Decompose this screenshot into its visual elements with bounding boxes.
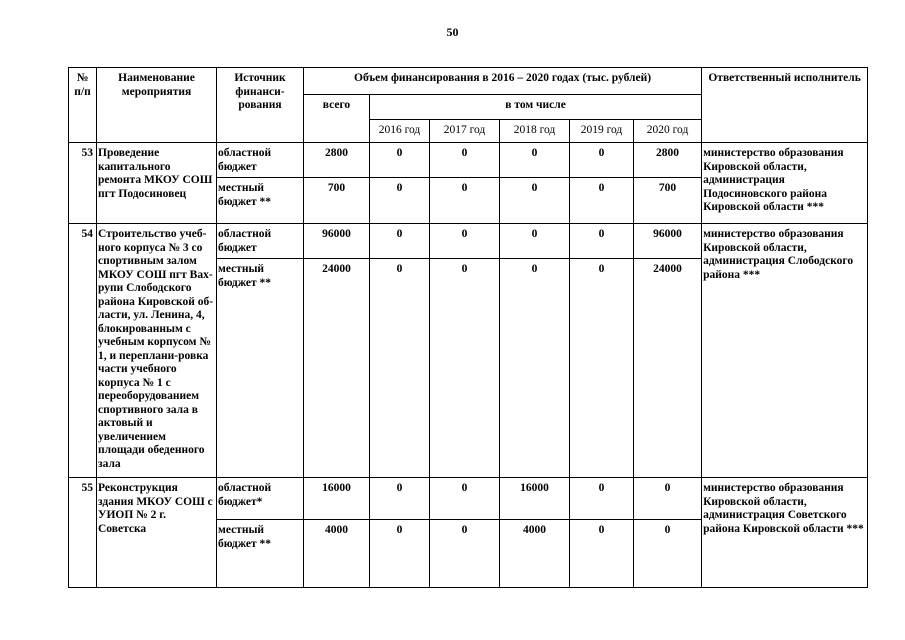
- row-source: областной бюджет*: [217, 478, 304, 520]
- row-2018: 0: [500, 224, 570, 259]
- row-name: Строительство учеб-ного корпуса № 3 со спортивным залом МКОУ СОШ пгт Вах-рупи Слободского района Кировской об-ласти, ул. Ленина, 4, блокированным с учебным корпусом № 1, и переплани-ровка части учебного корпуса № 1 с переоборудованием спортивного зала в актовый и увеличением площади обеденного зала: [97, 224, 217, 478]
- header-year-2016: 2016 год: [370, 120, 430, 143]
- row-name: Проведение капитального ремонта МКОУ СОШ пгт Подосиновец: [97, 143, 217, 224]
- row-2018: 0: [500, 143, 570, 178]
- row-2019: 0: [570, 224, 634, 259]
- financing-table: [68, 67, 868, 588]
- header-total: всего: [304, 95, 370, 143]
- row-2016: 0: [370, 143, 430, 178]
- header-year-2020: 2020 год: [634, 120, 702, 143]
- row-no: 53: [69, 143, 97, 224]
- row-total: 2800: [304, 143, 370, 178]
- row-2016: 0: [370, 178, 430, 224]
- row-no: 55: [69, 478, 97, 588]
- row-2017: 0: [430, 478, 500, 520]
- row-2020: 96000: [634, 224, 702, 259]
- row-2019: 0: [570, 178, 634, 224]
- row-total: 700: [304, 178, 370, 224]
- row-2020: 0: [634, 520, 702, 588]
- row-2019: 0: [570, 520, 634, 588]
- table-header: [69, 68, 868, 143]
- header-responsible: Ответственный исполнитель: [702, 68, 868, 143]
- row-source: областной бюджет: [217, 224, 304, 259]
- row-source: местный бюджет **: [217, 259, 304, 478]
- row-2016: 0: [370, 259, 430, 478]
- row-2018: 0: [500, 259, 570, 478]
- table-row: [69, 478, 868, 520]
- row-source: областной бюджет: [217, 143, 304, 178]
- row-no: 54: [69, 224, 97, 478]
- header-including: в том числе: [370, 95, 702, 120]
- row-total: 96000: [304, 224, 370, 259]
- table-row: [69, 143, 868, 178]
- row-total: 16000: [304, 478, 370, 520]
- header-no: № п/п: [69, 68, 97, 143]
- row-2018: 16000: [500, 478, 570, 520]
- header-year-2018: 2018 год: [500, 120, 570, 143]
- row-source: местный бюджет **: [217, 520, 304, 588]
- header-name: Наименование мероприятия: [97, 68, 217, 143]
- row-2017: 0: [430, 178, 500, 224]
- row-2019: 0: [570, 259, 634, 478]
- row-responsible: министерство образования Кировской области, администрация Советского района Кировской области ***: [702, 478, 868, 588]
- header-year-2017: 2017 год: [430, 120, 500, 143]
- header-source: Источник финанси-рования: [217, 68, 304, 143]
- row-2019: 0: [570, 143, 634, 178]
- row-2017: 0: [430, 259, 500, 478]
- row-source: местный бюджет **: [217, 178, 304, 224]
- row-2017: 0: [430, 520, 500, 588]
- header-volume: Объем финансирования в 2016 – 2020 годах (тыс. рублей): [304, 68, 702, 95]
- row-total: 4000: [304, 520, 370, 588]
- row-2019: 0: [570, 478, 634, 520]
- row-total: 24000: [304, 259, 370, 478]
- row-2018: 4000: [500, 520, 570, 588]
- row-2017: 0: [430, 224, 500, 259]
- row-2020: 24000: [634, 259, 702, 478]
- page-number: 50: [446, 25, 459, 39]
- row-responsible: министерство образования Кировской области, администрация Слободского района ***: [702, 224, 868, 478]
- row-2016: 0: [370, 224, 430, 259]
- row-2020: 700: [634, 178, 702, 224]
- row-2017: 0: [430, 143, 500, 178]
- row-2020: 2800: [634, 143, 702, 178]
- row-2016: 0: [370, 478, 430, 520]
- row-2016: 0: [370, 520, 430, 588]
- row-name: Реконструкция здания МКОУ СОШ с УИОП № 2 г. Советска: [97, 478, 217, 588]
- header-year-2019: 2019 год: [570, 120, 634, 143]
- table-row: [69, 224, 868, 259]
- row-responsible: министерство образования Кировской области, администрация Подосиновского района Кировской области ***: [702, 143, 868, 224]
- row-2018: 0: [500, 178, 570, 224]
- row-2020: 0: [634, 478, 702, 520]
